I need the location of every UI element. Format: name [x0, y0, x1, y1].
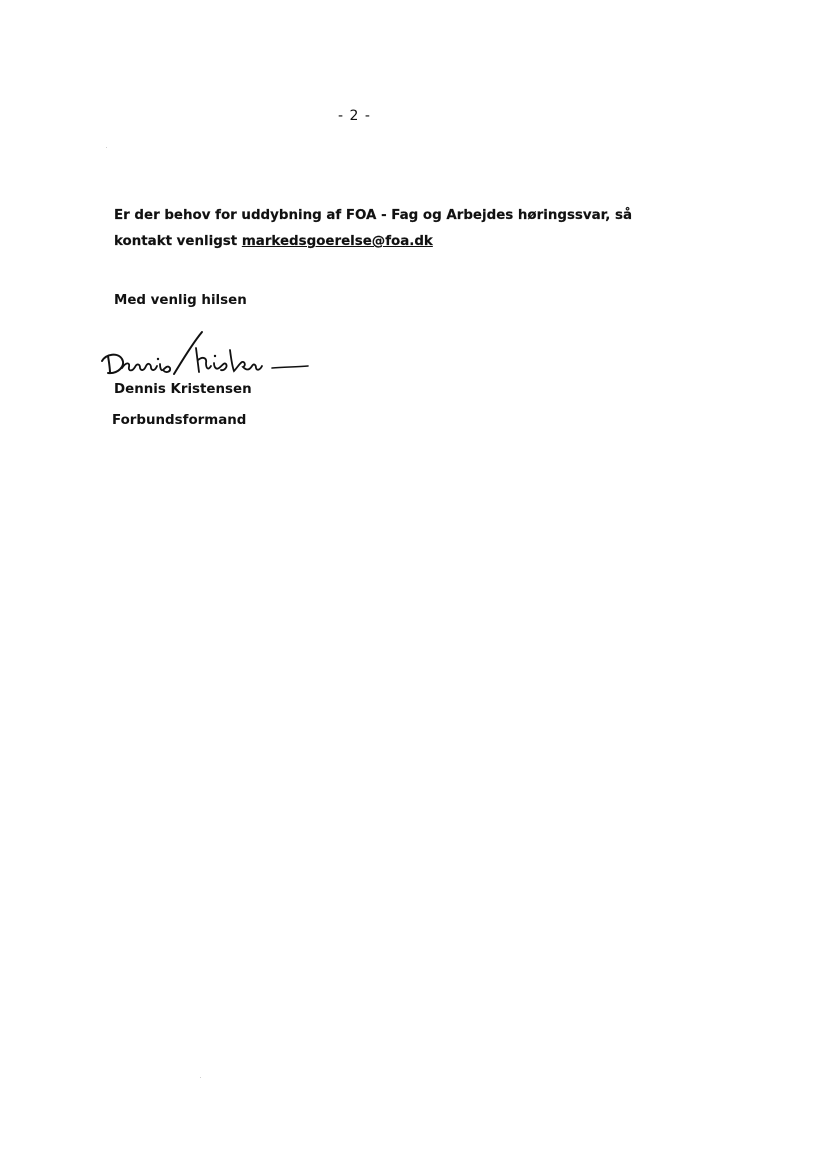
page-number: - 2 - [338, 108, 371, 124]
body-line-2 [114, 229, 634, 255]
signer-name: Dennis Kristensen [114, 382, 252, 397]
body-line-1: Er der behov for uddybning af FOA - Fag og Arbejdes høringssvar, så [114, 208, 633, 223]
email-link[interactable]: markedsgoerelse@foa.dk [241, 234, 433, 249]
closing-greeting: Med venlig hilsen [114, 293, 247, 308]
body-paragraph [114, 203, 634, 255]
scan-speck [200, 1077, 201, 1078]
handwritten-signature [96, 326, 316, 386]
signer-title: Forbundsformand [112, 413, 247, 428]
scan-speck [106, 147, 107, 148]
body-line-2-prefix: kontakt venligst [114, 234, 242, 249]
